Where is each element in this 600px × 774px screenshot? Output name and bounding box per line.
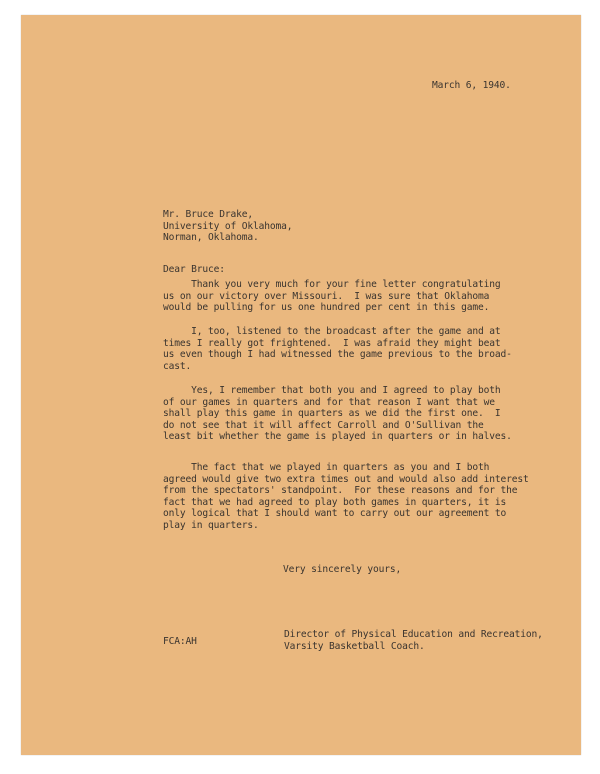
complimentary-closing: Very sincerely yours, (283, 564, 402, 575)
recipient-address: Mr. Bruce Drake, University of Oklahoma, Norman, Oklahoma. (163, 209, 293, 244)
paragraph-2: I, too, listened to the broadcast after the game and at times I really got frightened. I was afraid they might beat us even though I had witnessed the game previous to the broad- cast. (163, 326, 512, 372)
paragraph-4: The fact that we played in quarters as you and I both agreed would give two extra times out and would also add interest from the spectators' standpoint. For these reasons and for the fact that we had agreed to play both games in quarters, it is only logical that I should want to carry out our agreement to play in quarters. (163, 462, 529, 531)
signature-block: Director of Physical Education and Recreation, Varsity Basketball Coach. (284, 629, 543, 652)
paragraph-1: Thank you very much for your fine letter congratulating us on our victory over Missouri. I was sure that Oklahoma would be pulling for us one hundred per cent in this game. (163, 279, 501, 314)
reference-initials: FCA:AH (163, 636, 197, 647)
paragraph-3: Yes, I remember that both you and I agreed to play both of our games in quarters and for that reason I want that we shall play this game in quarters as we did the first one. I do not see that it will affect Carroll and O'Sullivan the least bit whether the game is played in quarters or in halves. (163, 385, 512, 443)
letter-page (21, 15, 581, 755)
salutation: Dear Bruce: (163, 264, 225, 275)
letter-date: March 6, 1940. (432, 80, 511, 91)
